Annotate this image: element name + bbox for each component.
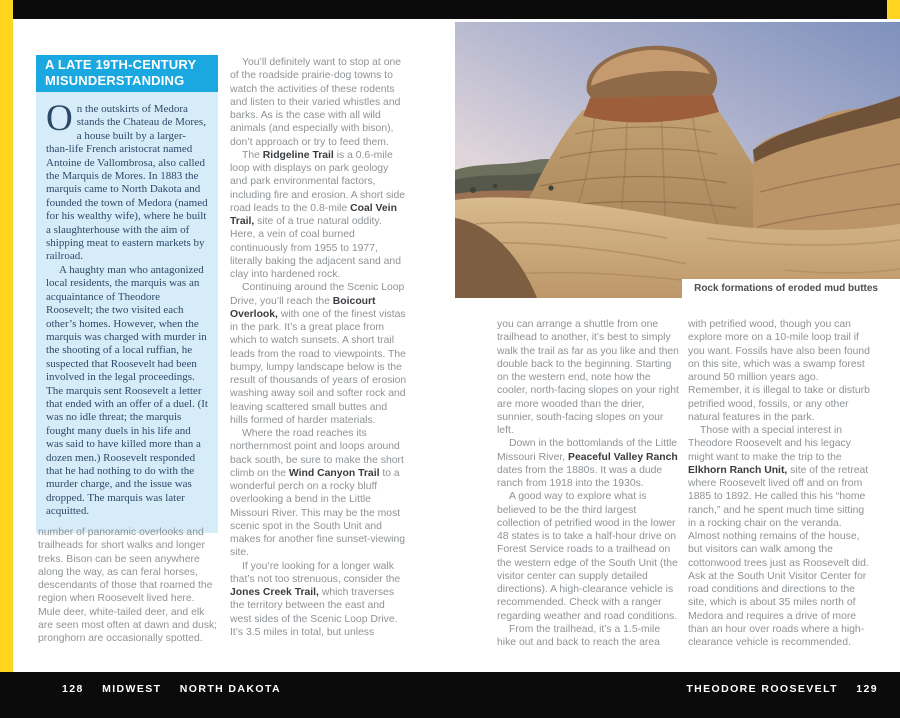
paragraph: Where the road reaches its northernmost point and loops around back south, be sure to make the short climb on the Wind Canyon Trail to a wonderful perch on a rocky bluff overlooking a bend in the Little Missouri River. This may be the most scenic spot in the South Unit and makes for another fine sunset-viewing site. [230,428,405,559]
paragraph: number of panoramic overlooks and trailheads for short walks and longer treks. Bison can be seen anywhere along the way, as can feral horses, descendants of those that roamed the region when Roosevelt lived here. Mule deer, white-tailed deer, and elk are seen most often at dawn and dusk; pronghorn are occasionally spotted. [38,527,218,644]
left-accent-strip [0,0,13,672]
sidebar-body [36,92,218,533]
rock-formations-photo [455,22,900,298]
place-name: Boicourt Overlook, [230,295,376,320]
rock-formations-illustration [455,22,900,298]
top-right-accent-square [887,0,900,19]
paragraph: with petrified wood, though you can explore more on a 10-mile loop trail if you want. Fossils have also been found on this site, which was a swamp forest around 50 million years ago. Remember, it is illegal to take or disturb petrified wood, fossils, or any other natural features in the park. [688,319,870,423]
page-number-right: 129 [856,683,878,695]
paragraph: The Ridgeline Trail is a 0.6-mile loop with displays on park geology and park environmental factors, including fire and erosion. A short side road leads to the 0.8-mile Coal Vein Trail, site of a true natural oddity. Here, a vein of coal burned continuously from 1955 to 1977, literally baking the adjacent sand and clay into hardened rock. [230,149,406,280]
place-name: Wind Canyon Trail [288,467,380,479]
sidebar-title: A LATE 19TH-CENTURY MISUNDERSTANDING [36,55,218,92]
column-2 [230,56,407,639]
sidebar-paragraph: On the outskirts of Medora stands the Chateau de Mores, a house built by a larger-than-life French aristocrat named Antoine de Vallombrosa, also called the Marquis de Mores. In 1883 the marquis came to North Dakota and founded the town of Medora (named for his wealthy wife), where he built a slaughterhouse with the aim of shipping meat to eastern markets by railroad. [46,98,208,263]
place-name: Elkhorn Ranch Unit, [688,464,788,476]
footer-right [686,683,878,695]
place-name: Coal Vein Trail, [230,202,397,227]
paragraph: Those with a special interest in Theodore Roosevelt and his legacy might want to make the trip to the Elkhorn Ranch Unit, site of the retreat where Roosevelt lived off and on from 1885 to 1892. He called this his “home ranch,” and he spent much time sitting in a rocking chair on the veranda. Almost nothing remains of the house, but visitors can walk among the cottonwood trees just as Roosevelt did. Ask at the South Unit Visitor Center for road conditions and directions to the site, which is about 35 miles north of Medora and requires a drive of more than an hour over roads where a high-clearance vehicle is recommended. [688,425,869,648]
place-name: Jones Creek Trail, [230,587,319,598]
footer-article-title: THEODORE ROOSEVELT [686,683,838,695]
photo-caption: Rock formations of eroded mud buttes [682,279,900,298]
footer-section-label: MIDWEST [102,683,162,695]
footer-region-label: NORTH DAKOTA [179,683,281,695]
column-4 [688,318,874,649]
place-name: Ridgeline Trail [262,149,334,161]
sidebar-paragraph: A haughty man who antagonized local residents, the marquis was an acquaintance of Theodore Roosevelt; the two visited each other’s homes. However, when the marquis was charged with murder in the shooting of a local ruffian, he suspected that Roosevelt had been involved in the legal proceedings. The marquis sent Roosevelt a letter that ended with an offer of a duel. (It was no idle threat; the marquis fought many duels in his life and was said to have killed more than a dozen men.) Roosevelt responded that he had nothing to do with the murder charge, and the issue was dropped. The marquis was later acquitted. [46,263,208,518]
paragraph: If you’re looking for a longer walk that’s not too strenuous, consider the Jones Creek Trail, which traverses the territory between the east and west sides of the Scenic Loop Drive. It’s 3.5 miles in total, but unless [230,560,401,638]
paragraph: From the trailhead, it’s a 1.5-mile hike out and back to reach the area [497,623,661,648]
column-1 [38,526,218,645]
page-number-left: 128 [62,683,84,695]
footer-bar [0,672,900,718]
top-black-bar [13,0,887,19]
paragraph: Down in the bottomlands of the Little Missouri River, Peaceful Valley Ranch dates from the 1880s. It was a dude ranch from 1918 into the 1930s. [497,438,678,489]
column-3 [497,318,682,649]
paragraph: you can arrange a shuttle from one trailhead to another, it’s best to simply walk the trail as far as you like and then double back to the beginning. Starting on the western end, note how the cooler, north-facing slopes on your right are more wooded than the drier, sunnier, south-facing slopes on your left. [497,319,679,436]
footer-left [62,683,281,695]
sidebar-box [36,55,218,533]
paragraph: You’ll definitely want to stop at one of the roadside prairie-dog towns to watch the activities of these rodents and listen to their varied whistles and barks. As is the case with all wild animals (and especially with bison), don’t approach or try to feed them. [230,57,402,148]
place-name: Peaceful Valley Ranch [568,451,678,463]
paragraph: Continuing around the Scenic Loop Drive, you’ll reach the Boicourt Overlook, with one of the finest vistas in the park. It’s a great place from which to watch sunsets. A short trail leads from the road to viewpoints. The bumpy, lumpy landscape below is the result of thousands of years of erosion washing away soil and softer rock and leaving scattered small buttes and hills formed of harder materials. [230,282,407,426]
paragraph: A good way to explore what is believed to be the third largest collection of petrified wood in the lower 48 states is to take a half-hour drive on Forest Service roads to a trailhead on the western edge of the South Unit (the visitor center can supply detailed directions). A high-clearance vehicle is recommended. Check with a ranger regarding weather and road conditions. [497,491,678,622]
drop-cap: O [46,98,73,139]
